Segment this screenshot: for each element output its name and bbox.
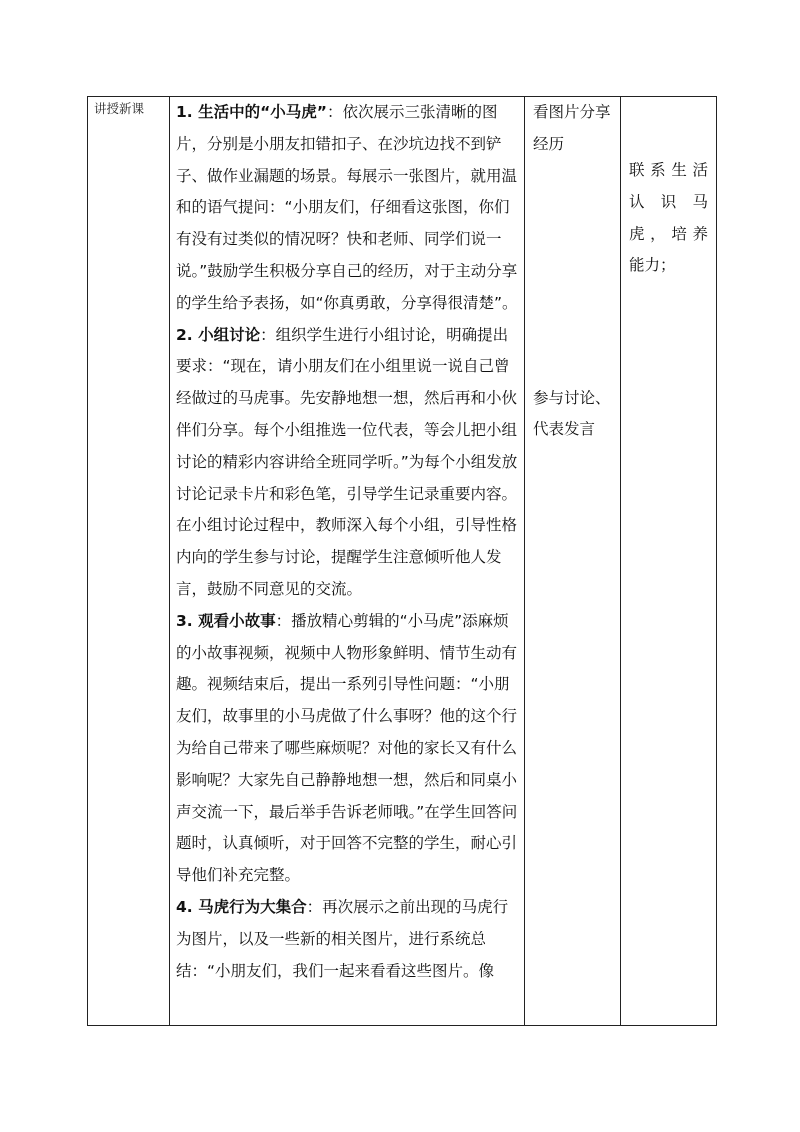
student-activity-1: 看图片分享经历 [533, 103, 611, 153]
design-intent-line: 虎，培养 [629, 224, 708, 243]
lesson-plan-table [87, 96, 717, 1026]
section-label: 讲授新课 [94, 101, 145, 116]
step-title: 4. 马虎行为大集合 [176, 897, 307, 916]
student-activity-cell [525, 97, 621, 1026]
step-2 [176, 320, 518, 606]
teacher-activity-cell [170, 97, 525, 1026]
step-title: 3. 观看小故事 [176, 611, 276, 630]
step-1 [176, 97, 518, 320]
step-4 [176, 892, 518, 987]
design-intent-cell [621, 97, 717, 1026]
section-label-cell [88, 97, 170, 1026]
table-row [88, 97, 717, 1026]
step-3 [176, 606, 518, 892]
step-title: 2. 小组讨论 [176, 325, 261, 344]
step-body: ：依次展示三张清晰的图片，分别是小朋友扣错扣子、在沙坑边找不到铲子、做作业漏题的场景。每展示一张图片，就用温和的语气提问：“小朋友们，仔细看这张图，你们有没有过类似的情况呀？快和老师、同学们说一说。”鼓励学生积极分享自己的经历，对于主动分享的学生给予表扬，如“你真勇敢，分享得很清楚”。 [176, 103, 518, 312]
step-body: ：组织学生进行小组讨论，明确提出要求：“现在，请小朋友们在小组里说一说自己曾经做过的马虎事。先安静地想一想，然后再和小伙伴们分享。每个小组推选一位代表，等会儿把小组讨论的精彩内容讲给全班同学听。”为每个小组发放讨论记录卡片和彩色笔，引导学生记录重要内容。在小组讨论过程中，教师深入每个小组，引导性格内向的学生参与讨论，提醒学生注意倾听他人发言，鼓励不同意见的交流。 [176, 325, 518, 598]
step-body: ：再次展示之前出现的马虎行为图片，以及一些新的相关图片，进行系统总结：“小朋友们，我们一起来看看这些图片。像 [176, 897, 509, 980]
design-intent-line: 联系生活 [629, 161, 708, 179]
step-title: 1. 生活中的“小马虎” [176, 103, 327, 121]
design-intent-line: 认识马 [629, 192, 708, 211]
design-intent-line: 能力； [629, 256, 676, 275]
student-activity-2: 参与讨论、代表发言 [533, 388, 611, 439]
step-body: ：播放精心剪辑的“小马虎”添麻烦的小故事视频，视频中人物形象鲜明、情节生动有趣。视频结束后，提出一系列引导性问题：“小朋友们，故事里的小马虎做了什么事呀？他的这个行为给自己带来了哪些麻烦呢？对他的家长又有什么影响呢？大家先自己静静地想一想，然后和同桌小声交流一下，最后举手告诉老师哦。”在学生回答问题时，认真倾听，对于回答不完整的学生，耐心引导他们补充完整。 [176, 611, 518, 885]
